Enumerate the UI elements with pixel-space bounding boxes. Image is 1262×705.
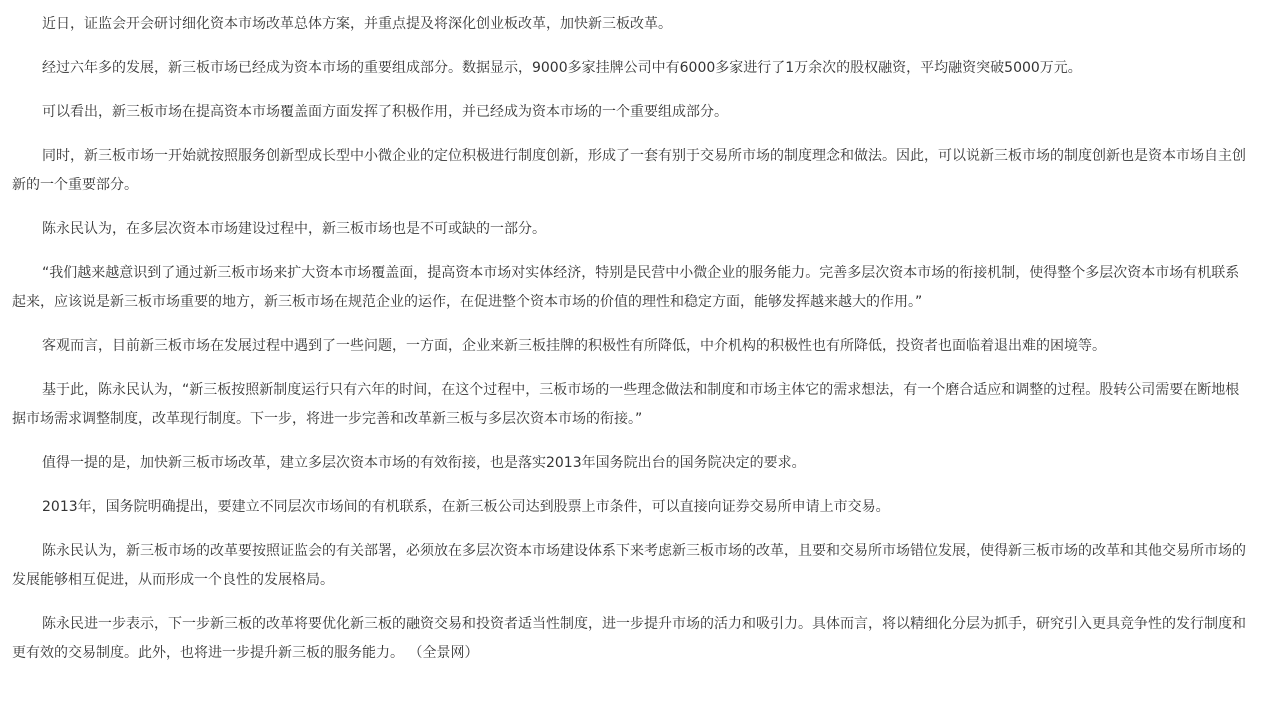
article-paragraph-1: 近日，证监会开会研讨细化资本市场改革总体方案，并重点提及将深化创业板改革，加快新三板改革。	[42, 16, 672, 32]
article-paragraph-8: 基于此，陈永民认为，“新三板按照新制度运行只有六年的时间，在这个过程中，三板市场的一些理念做法和制度和市场主体它的需求想法，有一个磨合适应和调整的过程。股转公司需要在断地根据市场需求调整制度，改革现行制度。下一步，将进一步完善和改革新三板与多层次资本市场的衔接。”	[12, 382, 1240, 427]
article-paragraph-5: 陈永民认为，在多层次资本市场建设过程中，新三板市场也是不可或缺的一部分。	[42, 221, 546, 237]
article-paragraph-10: 2013年，国务院明确提出，要建立不同层次市场间的有机联系，在新三板公司达到股票上市条件，可以直接向证券交易所申请上市交易。	[42, 499, 890, 515]
article-paragraph-6: “我们越来越意识到了通过新三板市场来扩大资本市场覆盖面，提高资本市场对实体经济，特别是民营中小微企业的服务能力。完善多层次资本市场的衔接机制，使得整个多层次资本市场有机联系起来，应该说是新三板市场重要的地方，新三板市场在规范企业的运作，在促进整个资本市场的价值的理性和稳定方面，能够发挥越来越大的作用。”	[12, 265, 1240, 310]
article-paragraph-12: 陈永民进一步表示，下一步新三板的改革将要优化新三板的融资交易和投资者适当性制度，进一步提升市场的活力和吸引力。具体而言，将以精细化分层为抓手，研究引入更具竞争性的发行制度和更有效的交易制度。此外，也将进一步提升新三板的服务能力。 （全景网）	[12, 616, 1246, 661]
article-paragraph-11: 陈永民认为，新三板市场的改革要按照证监会的有关部署，必须放在多层次资本市场建设体系下来考虑新三板市场的改革，且要和交易所市场错位发展，使得新三板市场的改革和其他交易所市场的发展能够相互促进，从而形成一个良性的发展格局。	[12, 543, 1246, 588]
article-paragraph-9: 值得一提的是，加快新三板市场改革，建立多层次资本市场的有效衔接，也是落实2013年国务院出台的国务院决定的要求。	[42, 455, 806, 471]
article-paragraph-3: 可以看出，新三板市场在提高资本市场覆盖面方面发挥了积极作用，并已经成为资本市场的一个重要组成部分。	[42, 104, 728, 120]
article-paragraph-7: 客观而言，目前新三板市场在发展过程中遇到了一些问题，一方面，企业来新三板挂牌的积极性有所降低，中介机构的积极性也有所降低，投资者也面临着退出难的困境等。	[42, 338, 1106, 354]
article-paragraph-2: 经过六年多的发展，新三板市场已经成为资本市场的重要组成部分。数据显示，9000多家挂牌公司中有6000多家进行了1万余次的股权融资，平均融资突破5000万元。	[42, 60, 1082, 76]
article-body	[12, 10, 1248, 668]
article-paragraph-4: 同时，新三板市场一开始就按照服务创新型成长型中小微企业的定位积极进行制度创新，形成了一套有别于交易所市场的制度理念和做法。因此，可以说新三板市场的制度创新也是资本市场自主创新的一个重要部分。	[12, 148, 1246, 193]
